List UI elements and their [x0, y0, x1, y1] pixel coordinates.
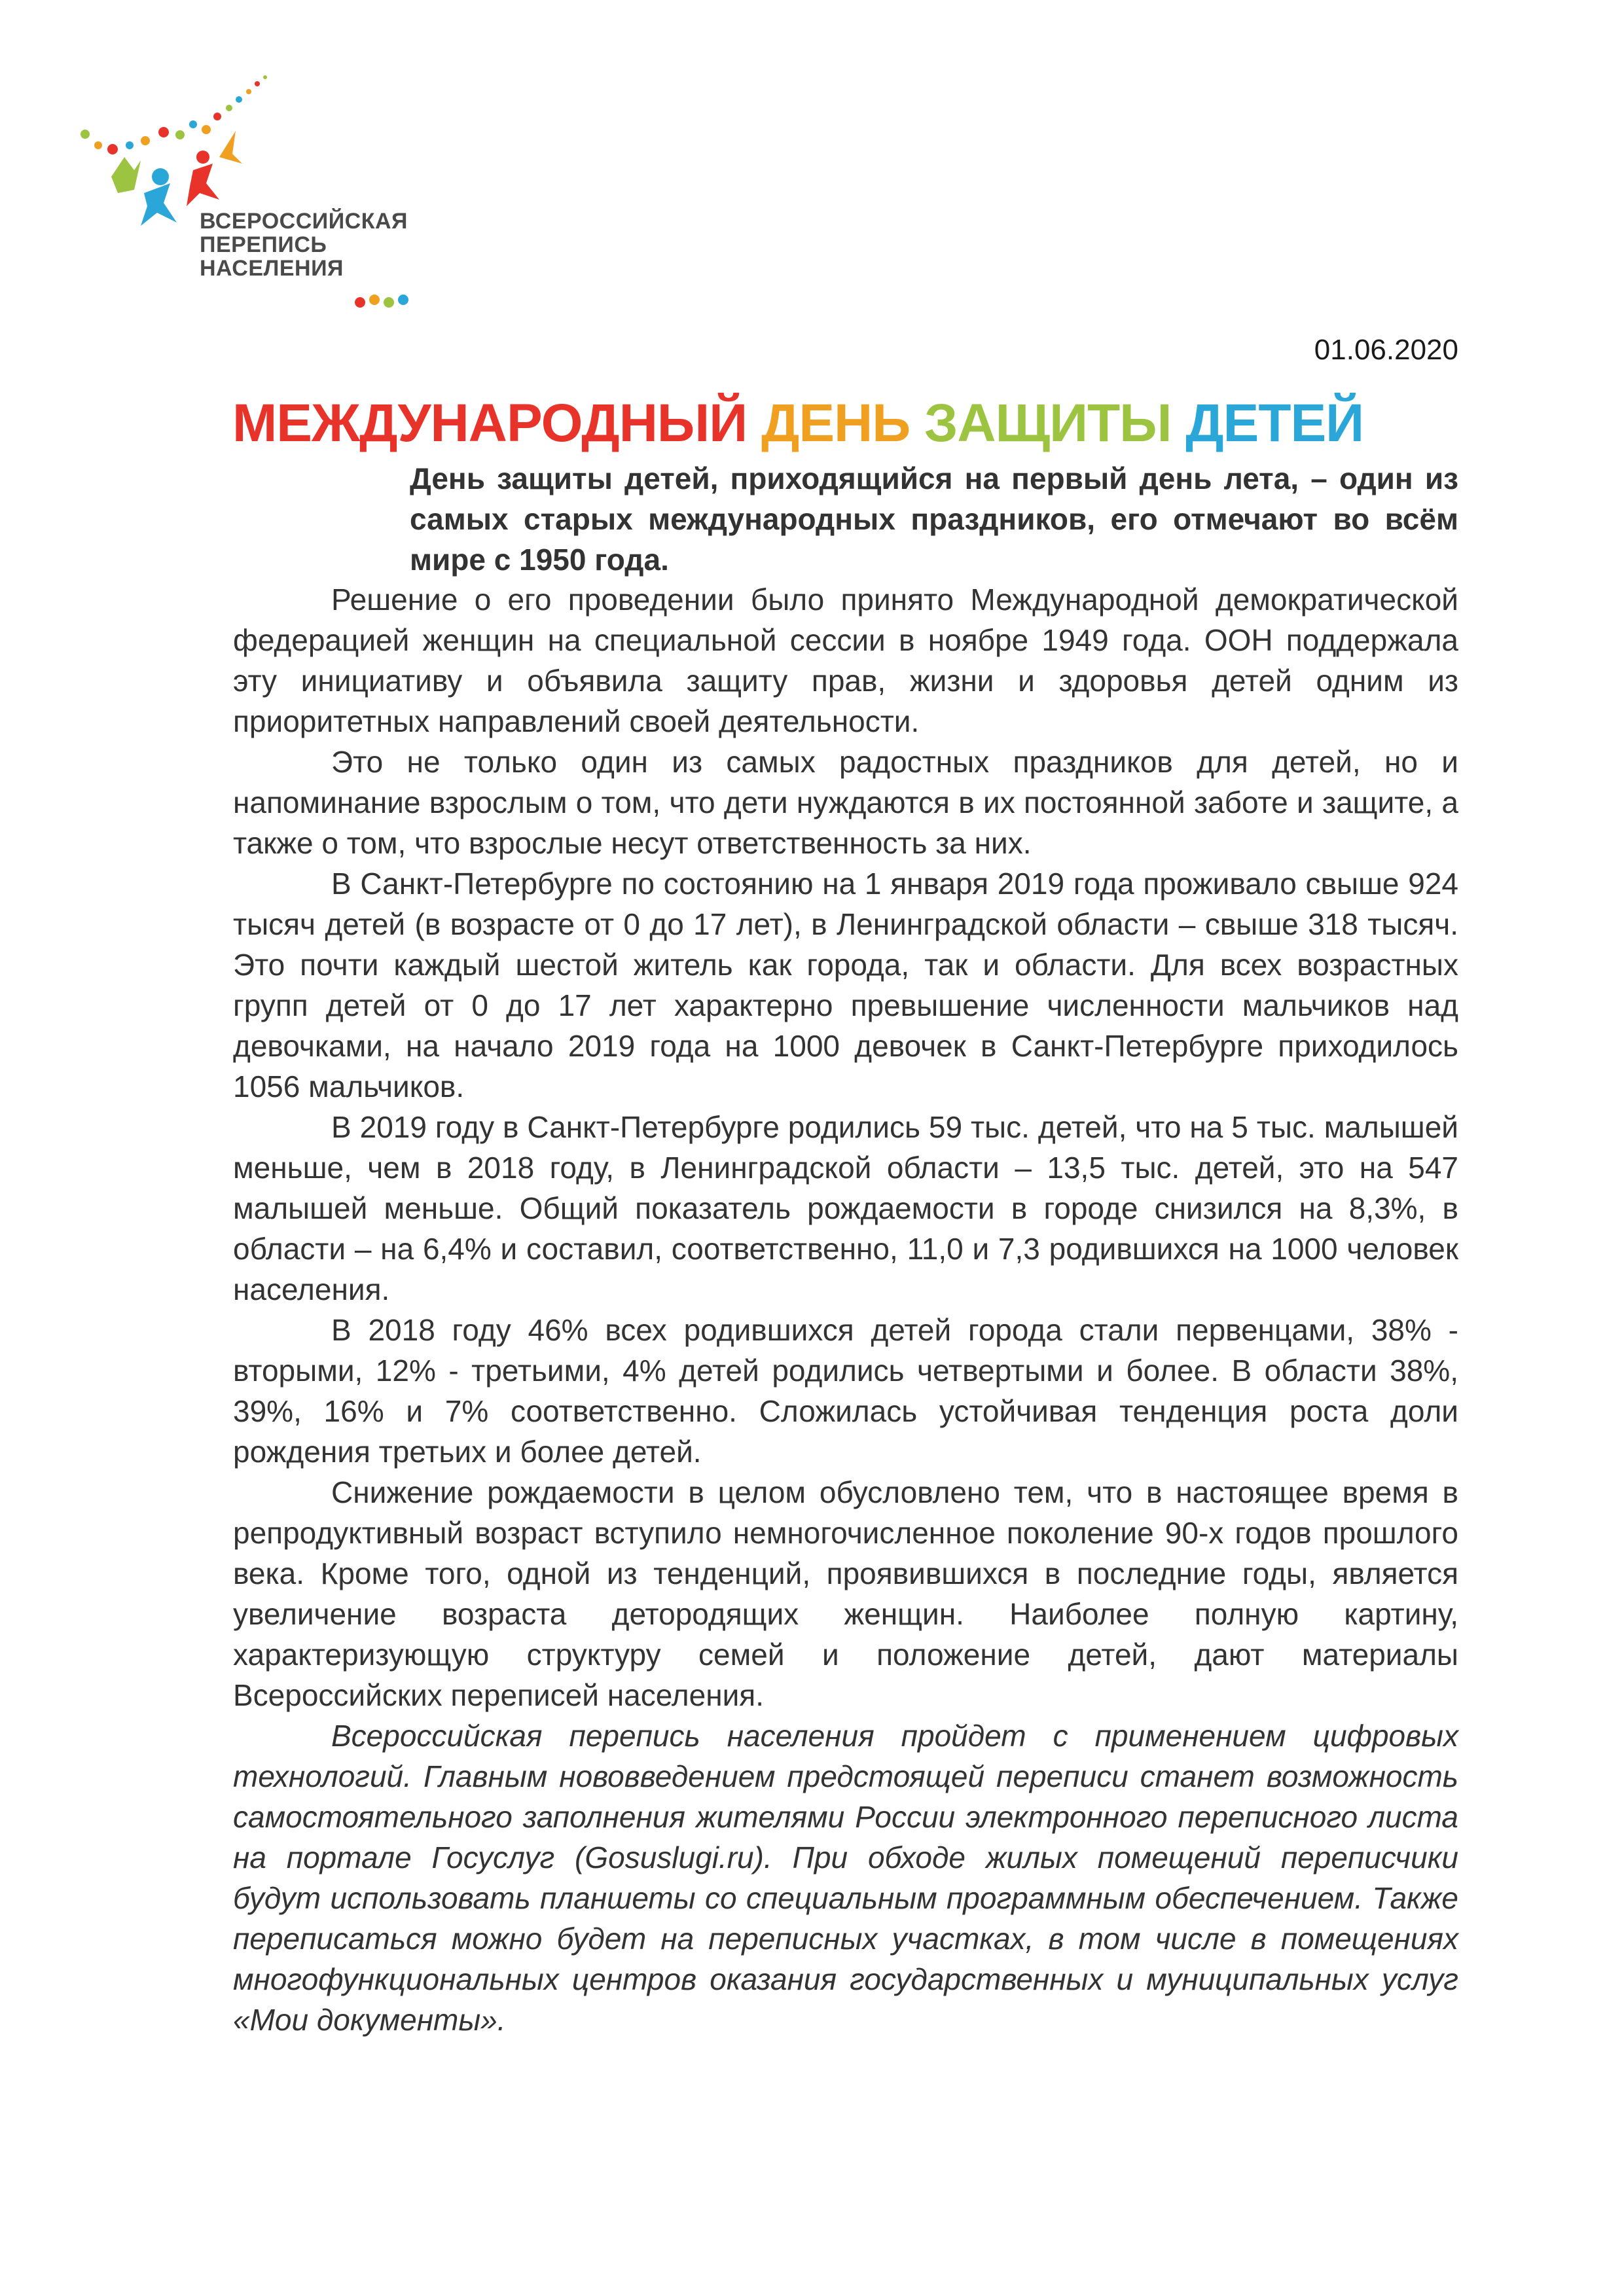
census-logo [72, 72, 439, 321]
paragraph: Снижение рождаемости в целом обусловлено тем, что в настоящее время в репродуктивный возраст вступило немногочисленное поколение 90-х годов прошлого века. Кроме того, одной из тенденций, проявившихся в последние годы, является увеличение возраста детородящих женщин. Наиболее полную картину, характеризующую структуру семей и положение детей, дают материалы Всероссийских переписей населения. [233, 1475, 1458, 1712]
paragraph: В 2019 году в Санкт-Петербурге родились 59 тыс. детей, что на 5 тыс. малышей меньше, чем в 2018 году, в Ленинградской области – 13,5 тыс. детей, это на 547 малышей меньше. Общий показатель рождаемости в городе снизился на 8,3%, в области – на 6,4% и составил, соответственно, 11,0 и 7,3 родившихся на 1000 человек населения. [233, 1110, 1458, 1306]
paragraph: Это не только один из самых радостных праздников для детей, но и напоминание взрослым о том, что дети нуждаются в их постоянной заботе и защите, а также о том, что взрослые несут ответственность за них. [233, 745, 1458, 860]
logo-wordmark [200, 209, 408, 280]
title-part-3: ЗАЩИТЫ [924, 393, 1172, 453]
paragraph: В 2018 году 46% всех родившихся детей города стали первенцами, 38% - вторыми, 12% - третьими, 4% детей родились четвертыми и более. В области 38%, 39%, 16% и 7% соответственно. Сложилась устойчивая тенденция роста доли рождения третьих и более детей. [233, 1313, 1458, 1469]
logo-line-1: ВСЕРОССИЙСКАЯ [200, 209, 408, 234]
title-part-1: МЕЖДУНАРОДНЫЙ [232, 393, 748, 453]
logo-line-3: НАСЕЛЕНИЯ [200, 256, 344, 281]
page-title [232, 393, 1363, 454]
paragraph: Решение о его проведении было принято Международной демократической федерацией женщин на специальной сессии в ноябре 1949 года. ООН поддержала эту инициативу и объявила защиту прав, жизни и здоровья детей одним из приоритетных направлений своей деятельности. [233, 583, 1458, 738]
logo-line-2: ПЕРЕПИСЬ [200, 232, 327, 257]
census-logo-graphic [72, 72, 439, 321]
article-body [233, 579, 1458, 2040]
lead-paragraph: День защиты детей, приходящийся на первый день лета, – один из самых старых международных праздников, его отмечают во всём мире с 1950 года. [410, 461, 1458, 577]
closing-paragraph: Всероссийская перепись населения пройдет с применением цифровых технологий. Главным нововведением предстоящей переписи станет возможность самостоятельного заполнения жителями России электронного переписного листа на портале Госуслуг (Gosuslugi.ru). При обходе жилых помещений переписчики будут использовать планшеты со специальным программным обеспечением. Также переписаться можно будет на переписных участках, в том числе в помещениях многофункциональных центров оказания государственных и муниципальных услуг «Мои документы». [233, 1719, 1458, 2037]
title-part-4: ДЕТЕЙ [1185, 393, 1364, 453]
document-date: 01.06.2020 [1314, 334, 1458, 366]
paragraph: В Санкт-Петербурге по состоянию на 1 января 2019 года проживало свыше 924 тысяч детей (в возрасте от 0 до 17 лет), в Ленинградской области – свыше 318 тысяч. Это почти каждый шестой житель как города, так и области. Для всех возрастных групп детей от 0 до 17 лет характерно превышение численности мальчиков над девочками, на начало 2019 года на 1000 девочек в Санкт-Петербурге приходилось 1056 мальчиков. [233, 867, 1458, 1103]
title-part-2: ДЕНЬ [761, 393, 911, 453]
